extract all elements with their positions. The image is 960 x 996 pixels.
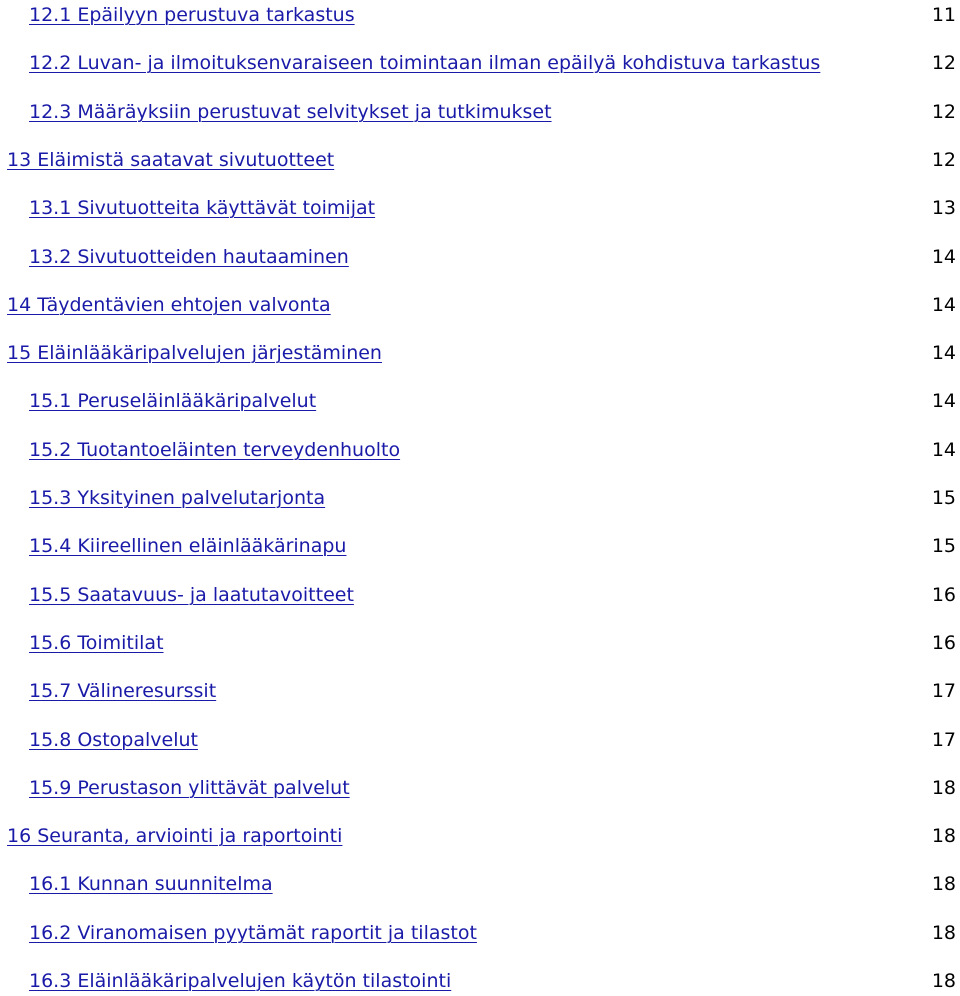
toc-entry-page-number: 12 [931, 52, 956, 74]
toc-entry [0, 821, 960, 851]
toc-entry-link[interactable]: 14 Täydentävien ehtojen valvonta [7, 294, 331, 316]
toc-entry-page-number: 17 [931, 680, 956, 702]
toc-entry-link[interactable]: 15.5 Saatavuus- ja laatutavoitteet [29, 584, 354, 606]
toc-entry-link[interactable]: 13.1 Sivutuotteita käyttävät toimijat [29, 197, 376, 219]
toc-entry-page-number: 17 [931, 729, 956, 751]
toc-entry [0, 97, 960, 127]
toc-entry-link[interactable]: 15.9 Perustason ylittävät palvelut [29, 777, 350, 799]
toc-entry [0, 242, 960, 272]
toc-entry [0, 966, 960, 996]
toc-entry-link[interactable]: 15.2 Tuotantoeläinten terveydenhuolto [29, 439, 401, 461]
toc-entry-page-number: 14 [931, 294, 956, 316]
toc-entry-link[interactable]: 15.4 Kiireellinen eläinlääkärinapu [29, 535, 347, 557]
toc-entry [0, 0, 960, 30]
toc-entry-page-number: 12 [931, 149, 956, 171]
toc-entry-link[interactable]: 15.6 Toimitilat [29, 632, 164, 654]
toc-entry-link[interactable]: 13.2 Sivutuotteiden hautaaminen [29, 246, 349, 268]
toc-entry-page-number: 16 [931, 584, 956, 606]
toc-entry [0, 918, 960, 948]
toc-entry [0, 145, 960, 175]
toc-entry-link[interactable]: 12.1 Epäilyyn perustuva tarkastus [29, 4, 355, 26]
toc-entry-page-number: 14 [931, 439, 956, 461]
toc-entry-page-number: 15 [931, 487, 956, 509]
toc-entry [0, 338, 960, 368]
toc-entry-link[interactable]: 12.2 Luvan- ja ilmoituksenvaraiseen toimintaan ilman epäilyä kohdistuva tarkastus [29, 52, 821, 74]
toc-entry [0, 483, 960, 513]
toc-entry-link[interactable]: 15.1 Peruseläinlääkäripalvelut [29, 390, 317, 412]
toc-entry-page-number: 16 [931, 632, 956, 654]
toc-entry-page-number: 14 [931, 342, 956, 364]
toc-entry-page-number: 14 [931, 390, 956, 412]
toc-entry-link[interactable]: 12.3 Määräyksiin perustuvat selvitykset ja tutkimukset [29, 101, 552, 123]
toc-entry-page-number: 14 [931, 246, 956, 268]
toc-entry [0, 725, 960, 755]
toc-entry [0, 386, 960, 416]
toc-entry-page-number: 18 [931, 922, 956, 944]
toc-entry [0, 290, 960, 320]
toc-entry-link[interactable]: 15.8 Ostopalvelut [29, 729, 198, 751]
toc-entry-page-number: 11 [931, 4, 956, 26]
toc-entry-link[interactable]: 16.1 Kunnan suunnitelma [29, 873, 273, 895]
toc-entry-link[interactable]: 16.2 Viranomaisen pyytämät raportit ja tilastot [29, 922, 477, 944]
toc-entry-link[interactable]: 15.7 Välineresurssit [29, 680, 217, 702]
toc-entry [0, 628, 960, 658]
toc-entry-page-number: 18 [931, 873, 956, 895]
toc-entry [0, 580, 960, 610]
toc-entry-page-number: 18 [931, 777, 956, 799]
toc-entry-link[interactable]: 13 Eläimistä saatavat sivutuotteet [7, 149, 335, 171]
toc-entry-page-number: 18 [931, 970, 956, 992]
toc-entry [0, 869, 960, 899]
toc-entry [0, 48, 960, 78]
toc-entry [0, 435, 960, 465]
toc-entry [0, 773, 960, 803]
toc-entry-page-number: 15 [931, 535, 956, 557]
toc-entry-page-number: 12 [931, 101, 956, 123]
toc-entry-link[interactable]: 15 Eläinlääkäripalvelujen järjestäminen [7, 342, 382, 364]
toc-entry-link[interactable]: 16 Seuranta, arviointi ja raportointi [7, 825, 343, 847]
toc-entry-link[interactable]: 16.3 Eläinlääkäripalvelujen käytön tilastointi [29, 970, 452, 992]
toc-entry-page-number: 13 [931, 197, 956, 219]
toc-entry-page-number: 18 [931, 825, 956, 847]
toc-entry [0, 531, 960, 561]
toc-entry-link[interactable]: 15.3 Yksityinen palvelutarjonta [29, 487, 326, 509]
toc-entry [0, 193, 960, 223]
toc-entry [0, 676, 960, 706]
